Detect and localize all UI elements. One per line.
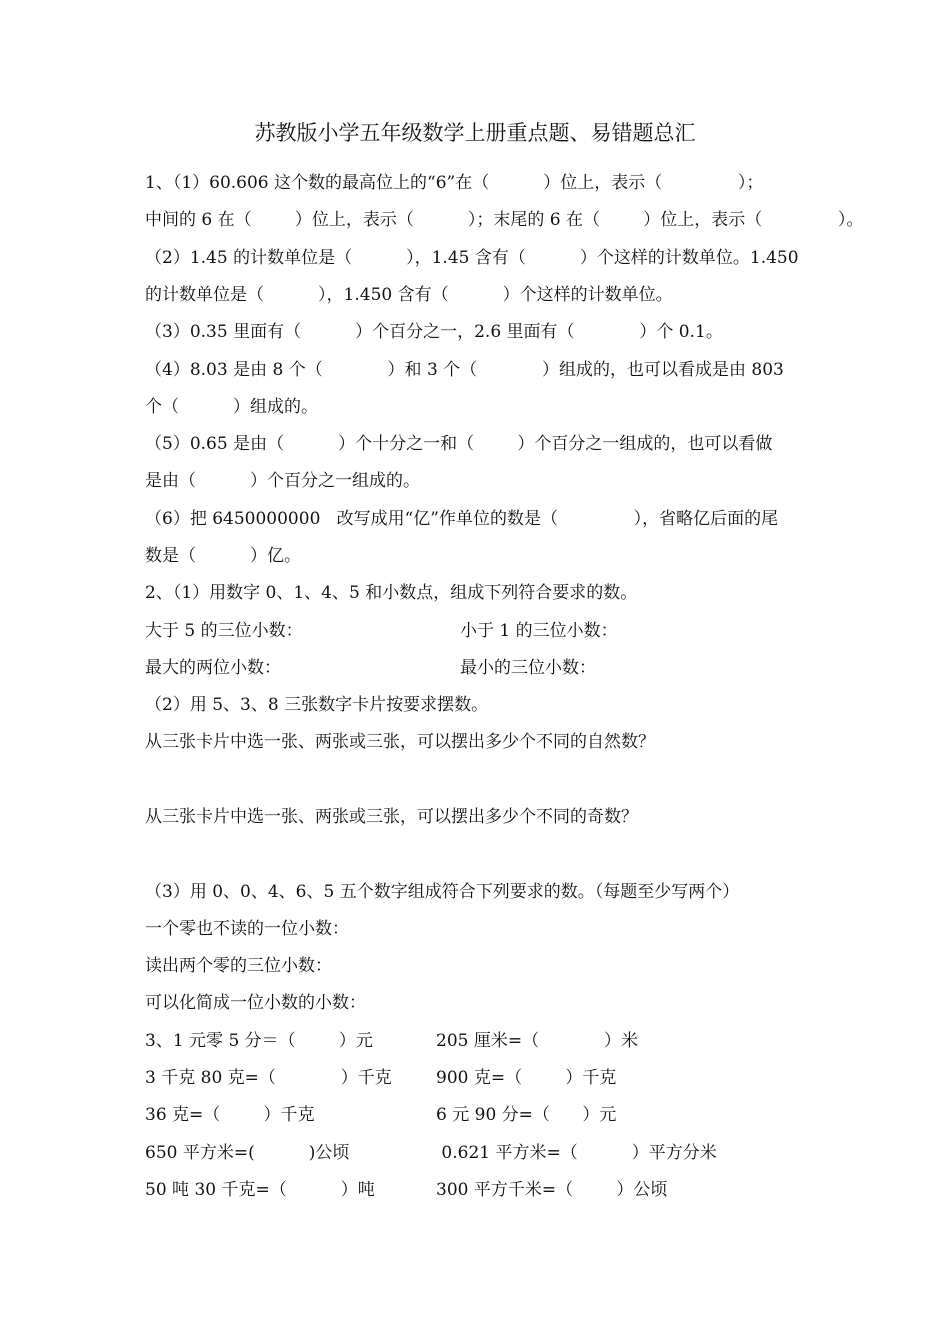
q2-line-4: （2）用 5、3、8 三张数字卡片按要求摆数。 xyxy=(145,695,489,715)
q3-row-2-left: 3 千克 80 克=（ ）千克 xyxy=(145,1068,392,1088)
q1-line-3: （2）1.45 的计数单位是（ ），1.45 含有（ ）个这样的计数单位。1.450 xyxy=(145,248,799,268)
q2-line-6: 从三张卡片中选一张、两张或三张，可以摆出多少个不同的奇数？ xyxy=(145,807,638,827)
q2-line-9: 读出两个零的三位小数： xyxy=(145,956,332,976)
q2-line-8: 一个零也不读的一位小数： xyxy=(145,919,349,939)
q2-a-right: 小于 1 的三位小数： xyxy=(460,621,618,641)
q2-line-1: 2、（1）用数字 0、1、4、5 和小数点，组成下列符合要求的数。 xyxy=(145,583,638,603)
page-title: 苏教版小学五年级数学上册重点题、易错题总汇 xyxy=(254,121,696,145)
q3-row-5-left: 50 吨 30 千克=（ ）吨 xyxy=(145,1180,375,1200)
q2-a-left: 大于 5 的三位小数： xyxy=(145,621,303,641)
q1-line-2: 中间的 6 在（ ）位上，表示（ ）；末尾的 6 在（ ）位上，表示（ ）。 xyxy=(145,210,864,230)
q1-line-9: 是由（ ）个百分之一组成的。 xyxy=(145,471,421,491)
q1-line-1: 1、（1）60.606 这个数的最高位上的“6”在（ ）位上，表示（ ）； xyxy=(145,173,764,193)
q1-line-10: （6）把 6450000000 改写成用“亿”作单位的数是（ ），省略亿后面的尾 xyxy=(145,509,779,529)
q2-b-right: 最小的三位小数： xyxy=(460,658,596,678)
q1-line-4: 的计数单位是（ ），1.450 含有（ ）个这样的计数单位。 xyxy=(145,285,673,305)
q1-line-11: 数是（ ）亿。 xyxy=(145,546,302,566)
q2-line-7: （3）用 0、0、4、6、5 五个数字组成符合下列要求的数。（每题至少写两个） xyxy=(145,882,740,902)
q3-row-4-left: 650 平方米=( )公顷 xyxy=(145,1143,350,1163)
q1-line-7: 个（ ）组成的。 xyxy=(145,397,319,417)
q1-line-8: （5）0.65 是由（ ）个十分之一和（ ）个百分之一组成的，也可以看做 xyxy=(145,434,773,454)
q2-b-left: 最大的两位小数： xyxy=(145,658,281,678)
q3-row-3-left: 36 克=（ ）千克 xyxy=(145,1105,315,1125)
q3-row-5-right: 300 平方千米=（ ）公顷 xyxy=(436,1180,668,1200)
q2-line-10: 可以化简成一位小数的小数： xyxy=(145,993,366,1013)
q3-row-4-right: 0.621 平方米=（ ）平方分米 xyxy=(436,1143,717,1163)
q3-row-1-left: 3、1 元零 5 分＝（ ）元 xyxy=(145,1031,373,1051)
q2-line-5: 从三张卡片中选一张、两张或三张，可以摆出多少个不同的自然数？ xyxy=(145,732,655,752)
q3-row-1-right: 205 厘米=（ ）米 xyxy=(436,1031,638,1051)
q3-row-3-right: 6 元 90 分=（ ）元 xyxy=(436,1105,617,1125)
q3-row-2-right: 900 克=（ ）千克 xyxy=(436,1068,617,1088)
q1-line-6: （4）8.03 是由 8 个（ ）和 3 个（ ）组成的，也可以看成是由 803 xyxy=(145,360,784,380)
q1-line-5: （3）0.35 里面有（ ）个百分之一，2.6 里面有（ ）个 0.1。 xyxy=(145,322,723,342)
